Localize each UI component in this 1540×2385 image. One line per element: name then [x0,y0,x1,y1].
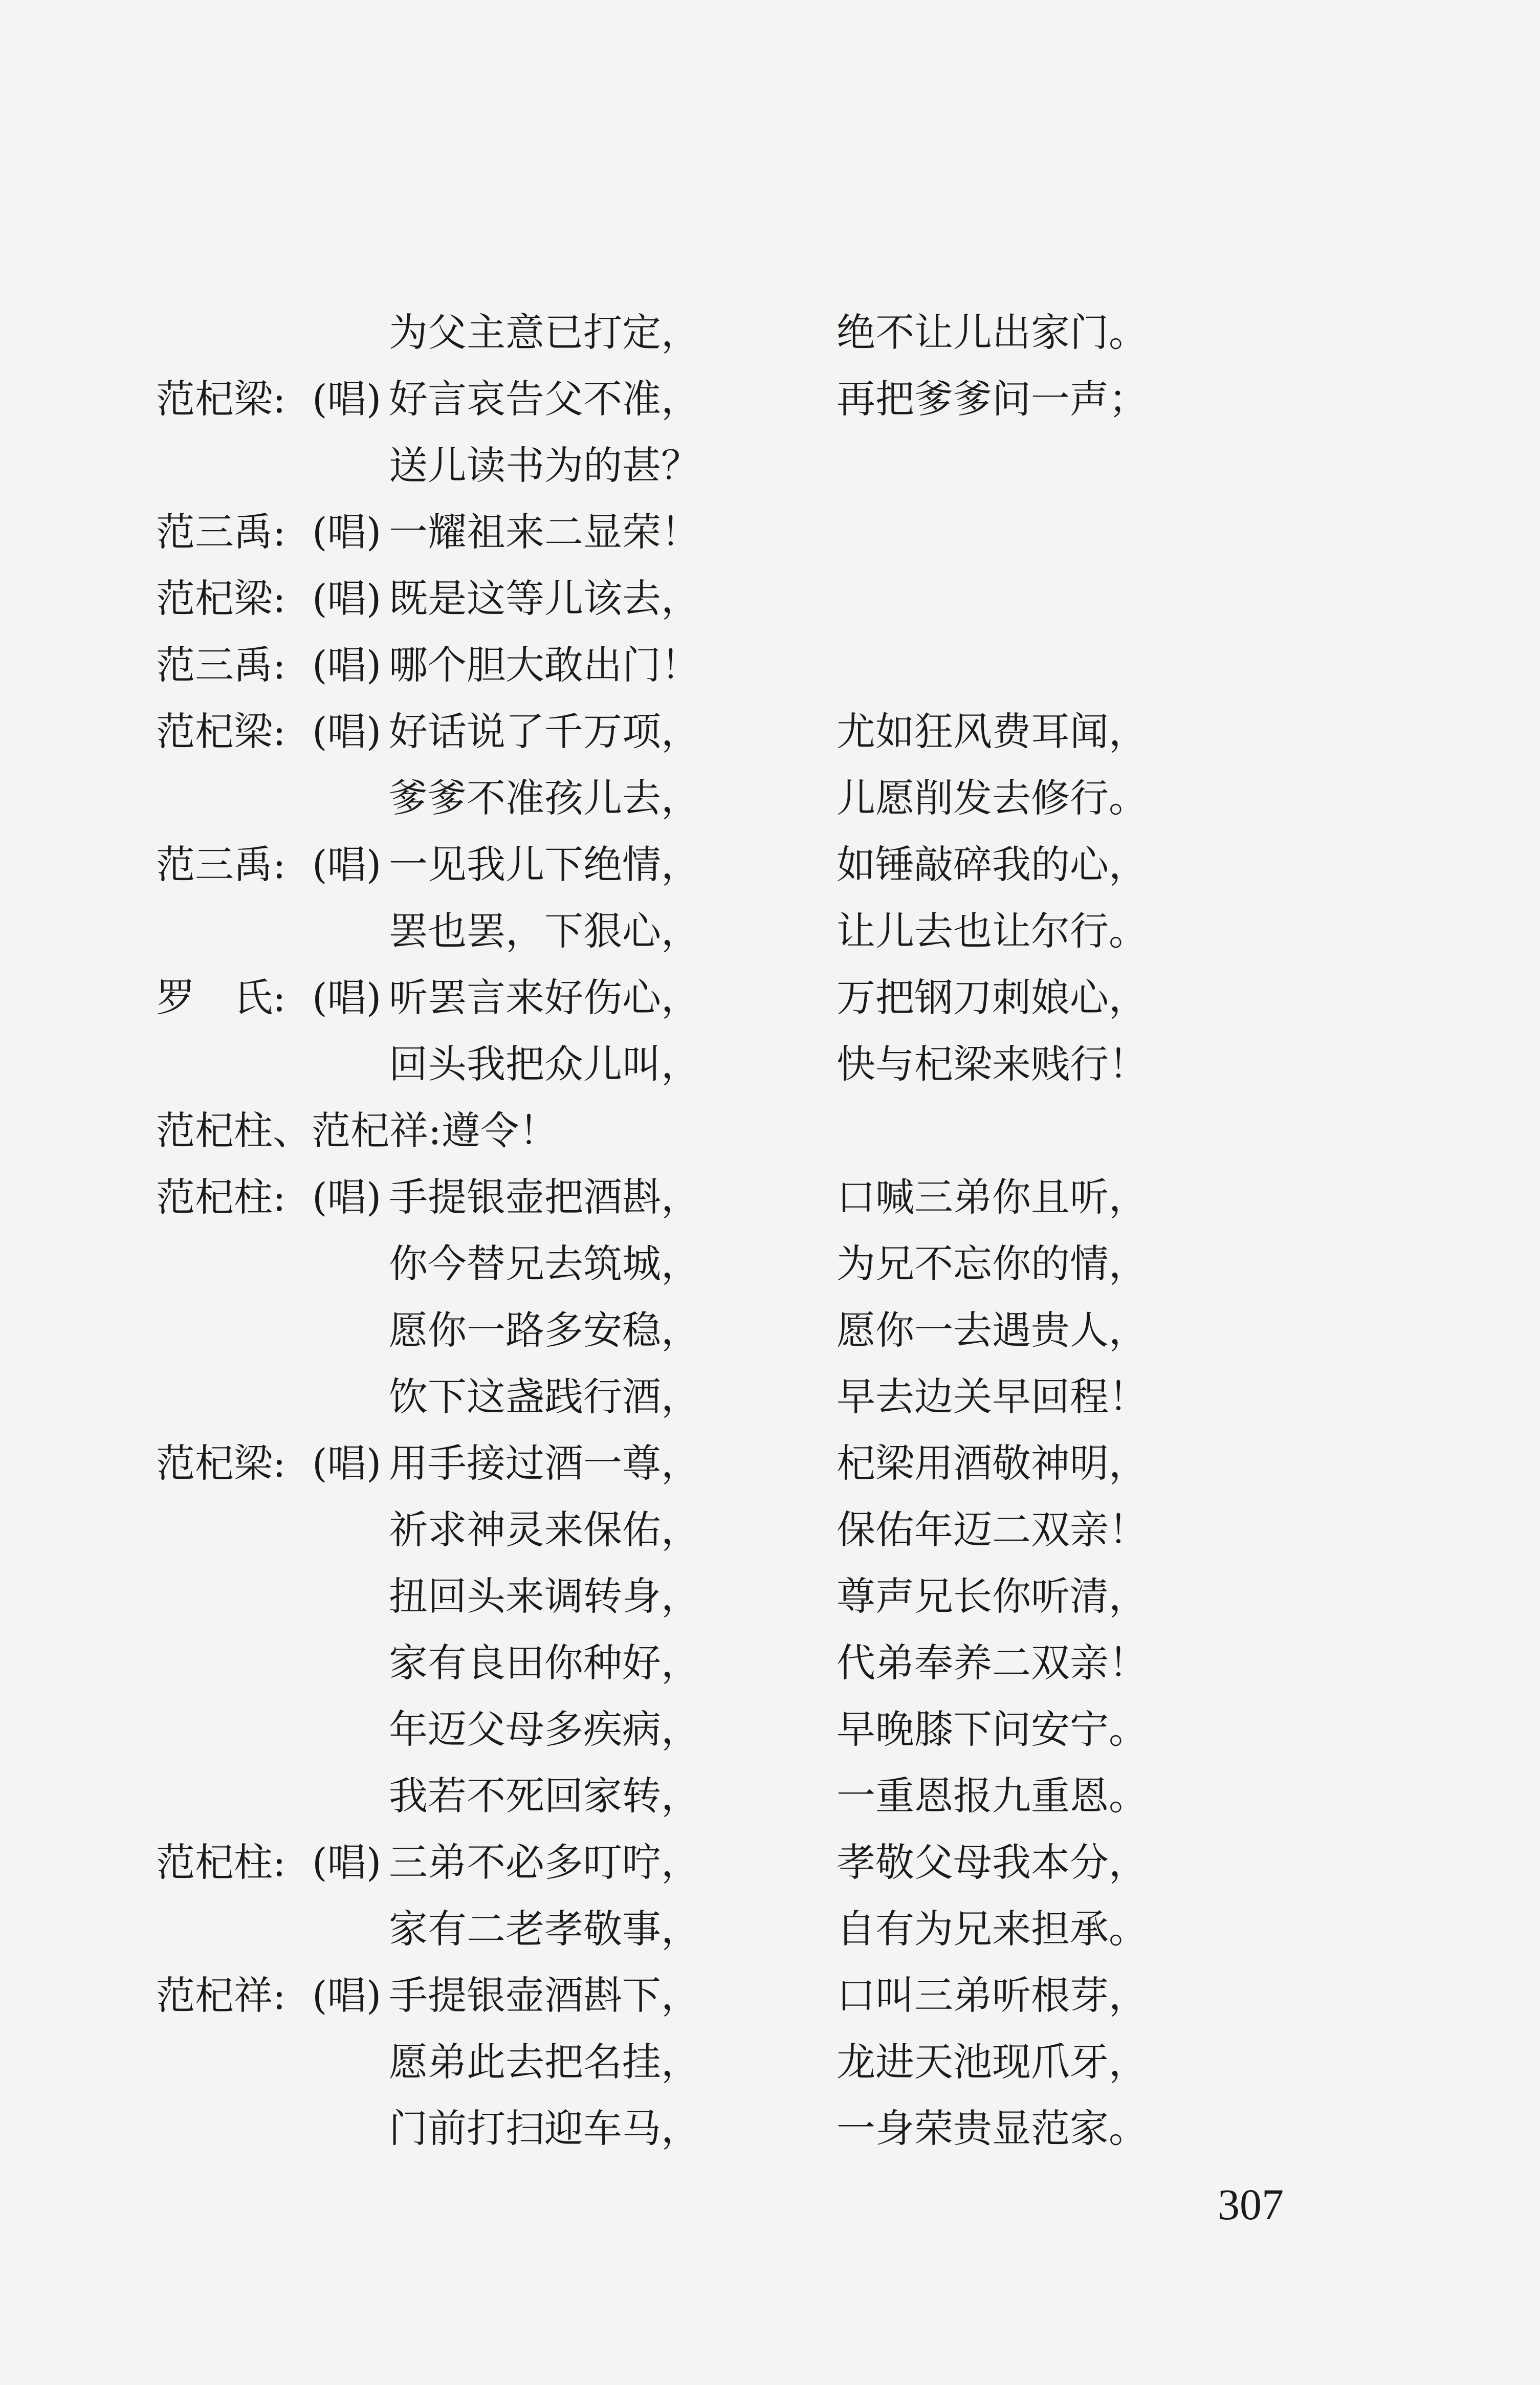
sing-marker: (唱) [312,1174,382,1220]
verse-first-half: 为父主意已打定， [389,310,700,355]
verse-second-half: 让儿去也让尔行。 [837,908,1148,954]
verse-second-half: 尤如狂风费耳闻， [837,709,1148,754]
sing-marker: (唱) [312,975,382,1020]
script-line [156,1970,1179,2037]
speaker-name: 范杞柱: [156,1840,286,1885]
speaker-name: 罗 氏: [156,975,286,1020]
script-line [156,1704,1179,1770]
verse-first-half: 手提银壶把酒斟， [389,1174,700,1220]
verse-first-half: 回头我把众儿叫， [389,1041,700,1087]
script-line [156,839,1179,906]
verse-first-half: 祈求神灵来保佑， [389,1507,700,1552]
speaker-name: 范三禹: [156,642,286,688]
script-line [156,1637,1179,1704]
verse-first-half: 送儿读书为的甚？ [389,443,700,488]
verse-second-half: 为兄不忘你的情， [837,1241,1148,1286]
verse-second-half: 保佑年迈二双亲！ [837,1507,1148,1552]
sing-marker: (唱) [312,1973,382,2018]
script-line [156,573,1179,640]
speaker-name: 范杞祥: [156,1973,286,2018]
sing-marker: (唱) [312,842,382,887]
script-text-block [156,307,1179,2170]
verse-first-half: 愿你一路多安稳， [389,1307,700,1353]
verse-second-half: 口叫三弟听根芽， [837,1973,1148,2018]
script-line [156,640,1179,706]
script-line [156,1305,1179,1371]
verse-first-half: 家有良田你种好， [389,1640,700,1686]
verse-first-half: 你今替兄去筑城， [389,1241,700,1286]
verse-first-half: 好言哀告父不准， [389,376,700,422]
verse-second-half: 自有为兄来担承。 [837,1906,1148,1952]
verse-second-half: 万把钢刀刺娘心， [837,975,1148,1020]
verse-second-half: 代弟奉养二双亲！ [837,1640,1148,1686]
verse-second-half: 杞梁用酒敬神明， [837,1440,1148,1486]
verse-second-half: 早去边关早回程！ [837,1374,1148,1419]
verse-second-half: 口喊三弟你且听， [837,1174,1148,1220]
script-line [156,1105,1179,1172]
verse-first-half: 听罢言来好伤心， [389,975,700,1020]
verse-first-half: 一耀祖来二显荣！ [389,509,700,555]
verse-second-half: 儿愿削发去修行。 [837,775,1148,821]
verse-second-half: 再把爹爹问一声； [837,376,1148,422]
script-line [156,1504,1179,1571]
speaker-name: 范三禹: [156,842,286,887]
verse-first-half: 既是这等儿该去， [389,576,700,621]
verse-second-half: 尊声兄长你听清， [837,1573,1148,1619]
sing-marker: (唱) [312,1440,382,1486]
script-line [156,2037,1179,2103]
verse-first-half: 家有二老孝敬事， [389,1906,700,1952]
sing-marker: (唱) [312,1840,382,1885]
verse-first-half: 门前打扫迎车马， [389,2106,700,2151]
verse-first-half: 愿弟此去把名挂， [389,2039,700,2085]
script-line [156,2103,1179,2170]
verse-first-half: 年迈父母多疾病， [389,1706,700,1752]
script-line [156,1172,1179,1238]
sing-marker: (唱) [312,509,382,555]
verse-second-half: 愿你一去遇贵人， [837,1307,1148,1353]
speaker-name: 范杞柱、范杞祥:遵令！ [156,1108,558,1153]
verse-second-half: 一身荣贵显范家。 [837,2106,1148,2151]
verse-first-half: 好话说了千万项， [389,709,700,754]
verse-first-half: 用手接过酒一尊， [389,1440,700,1486]
speaker-name: 范三禹: [156,509,286,555]
script-line [156,1238,1179,1305]
script-line [156,1571,1179,1637]
verse-first-half: 扭回头来调转身， [389,1573,700,1619]
page-number: 307 [1218,2180,1284,2229]
verse-second-half: 快与杞梁来贱行！ [837,1041,1148,1087]
speaker-name: 范杞梁: [156,376,286,422]
sing-marker: (唱) [312,709,382,754]
verse-second-half: 龙进天池现爪牙， [837,2039,1148,2085]
script-line [156,1837,1179,1903]
speaker-name: 范杞梁: [156,709,286,754]
verse-second-half: 如锤敲碎我的心， [837,842,1148,887]
script-line [156,906,1179,972]
script-line [156,706,1179,773]
verse-first-half: 哪个胆大敢出门！ [389,642,700,688]
speaker-name: 范杞梁: [156,1440,286,1486]
speaker-name: 范杞梁: [156,576,286,621]
speaker-name: 范杞柱: [156,1174,286,1220]
script-line [156,307,1179,374]
verse-first-half: 一见我儿下绝情， [389,842,700,887]
verse-first-half: 罢也罢，下狠心， [389,908,700,954]
sing-marker: (唱) [312,376,382,422]
verse-second-half: 孝敬父母我本分， [837,1840,1148,1885]
script-line [156,1903,1179,1970]
verse-first-half: 我若不死回家转， [389,1773,700,1819]
script-line [156,507,1179,573]
script-line [156,1770,1179,1837]
script-line [156,972,1179,1039]
sing-marker: (唱) [312,576,382,621]
verse-second-half: 早晚膝下问安宁。 [837,1706,1148,1752]
verse-first-half: 手提银壶酒斟下， [389,1973,700,2018]
verse-first-half: 饮下这盏践行酒， [389,1374,700,1419]
verse-second-half: 绝不让儿出家门。 [837,310,1148,355]
script-line [156,440,1179,507]
verse-first-half: 三弟不必多叮咛， [389,1840,700,1885]
script-line [156,374,1179,440]
verse-second-half: 一重恩报九重恩。 [837,1773,1148,1819]
script-line [156,1438,1179,1504]
sing-marker: (唱) [312,642,382,688]
script-line [156,1371,1179,1438]
verse-first-half: 爹爹不准孩儿去， [389,775,700,821]
script-line [156,1039,1179,1105]
script-line [156,773,1179,839]
